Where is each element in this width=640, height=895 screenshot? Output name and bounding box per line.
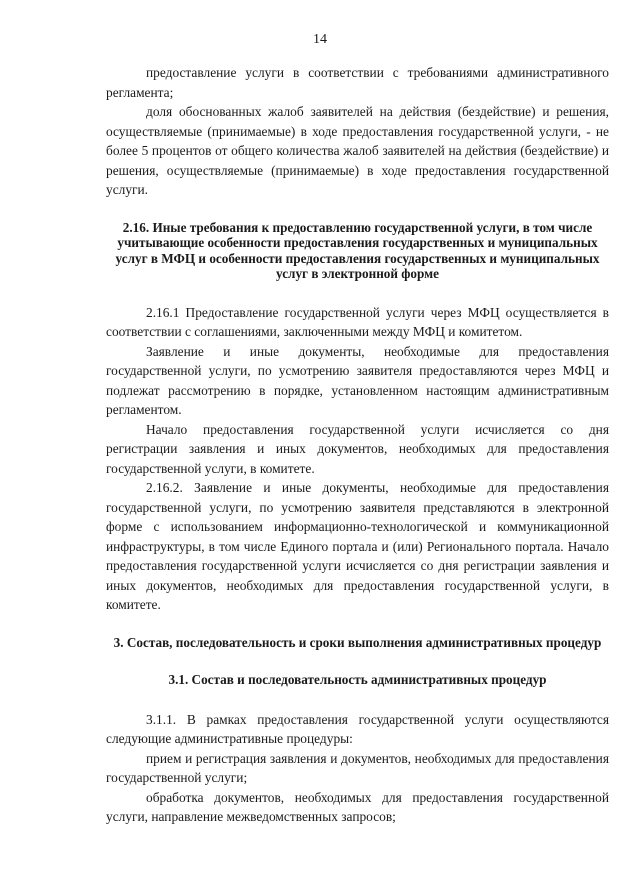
section-heading-3-1: 3.1. Состав и последовательность административных процедур (168, 672, 547, 687)
paragraph: 2.16.1 Предоставление государственной услуги через МФЦ осуществляется в соответствии с соглашениями, заключенными между МФЦ и комитетом. (106, 304, 609, 339)
document-body (106, 63, 609, 827)
section-heading-2-16: 2.16. Иные требования к предоставлению государственной услуги, в том числе учитывающие особенности предоставления государственных и муниципальных услуг в МФЦ и особенности предоставления государственных и муниципальных услуг в электронной форме (115, 219, 600, 281)
paragraph: Начало предоставления государственной услуги исчисляется со дня регистрации заявления и иных документов, необходимых для предоставления государственной услуги, в комитете. (106, 421, 609, 476)
section-heading-3: 3. Состав, последовательность и сроки выполнения административных процедур (113, 634, 602, 650)
paragraph: 3.1.1. В рамках предоставления государственной услуги осуществляются следующие административные процедуры: (106, 711, 609, 746)
paragraph: Заявление и иные документы, необходимые для предоставления государственной услуги, по усмотрению заявителя предоставляются через МФЦ и подлежат рассмотрению в порядке, установленном настоящим административным регламентом. (106, 343, 609, 417)
paragraph: 2.16.2. Заявление и иные документы, необходимые для предоставления государственной услуги, по усмотрению заявителя представляются в электронной форме с использованием информационно-технологической и коммуникационной инфраструктуры, в том числе Единого портала и (или) Регионального портала. Начало предоставления государственной услуги исчисляется со дня регистрации заявления и иных документов, необходимых для предоставления государственной услуги, в комитете. (106, 480, 609, 612)
paragraph: предоставление услуги в соответствии с требованиями административного регламента; (106, 65, 609, 100)
paragraph: доля обоснованных жалоб заявителей на действия (бездействие) и решения, осуществляемые (принимаемые) в ходе предоставления государственной услуги, - не более 5 процентов от общего количества жалоб заявителей на действия (бездействие) и решения, осуществляемые (принимаемые) в ходе предоставления государственной услуги. (106, 104, 609, 197)
page-number: 14 (313, 32, 327, 47)
paragraph: обработка документов, необходимых для предоставления государственной услуги, направление межведомственных запросов; (106, 789, 609, 824)
paragraph: прием и регистрация заявления и документов, необходимых для предоставления государственной услуги; (106, 750, 609, 785)
